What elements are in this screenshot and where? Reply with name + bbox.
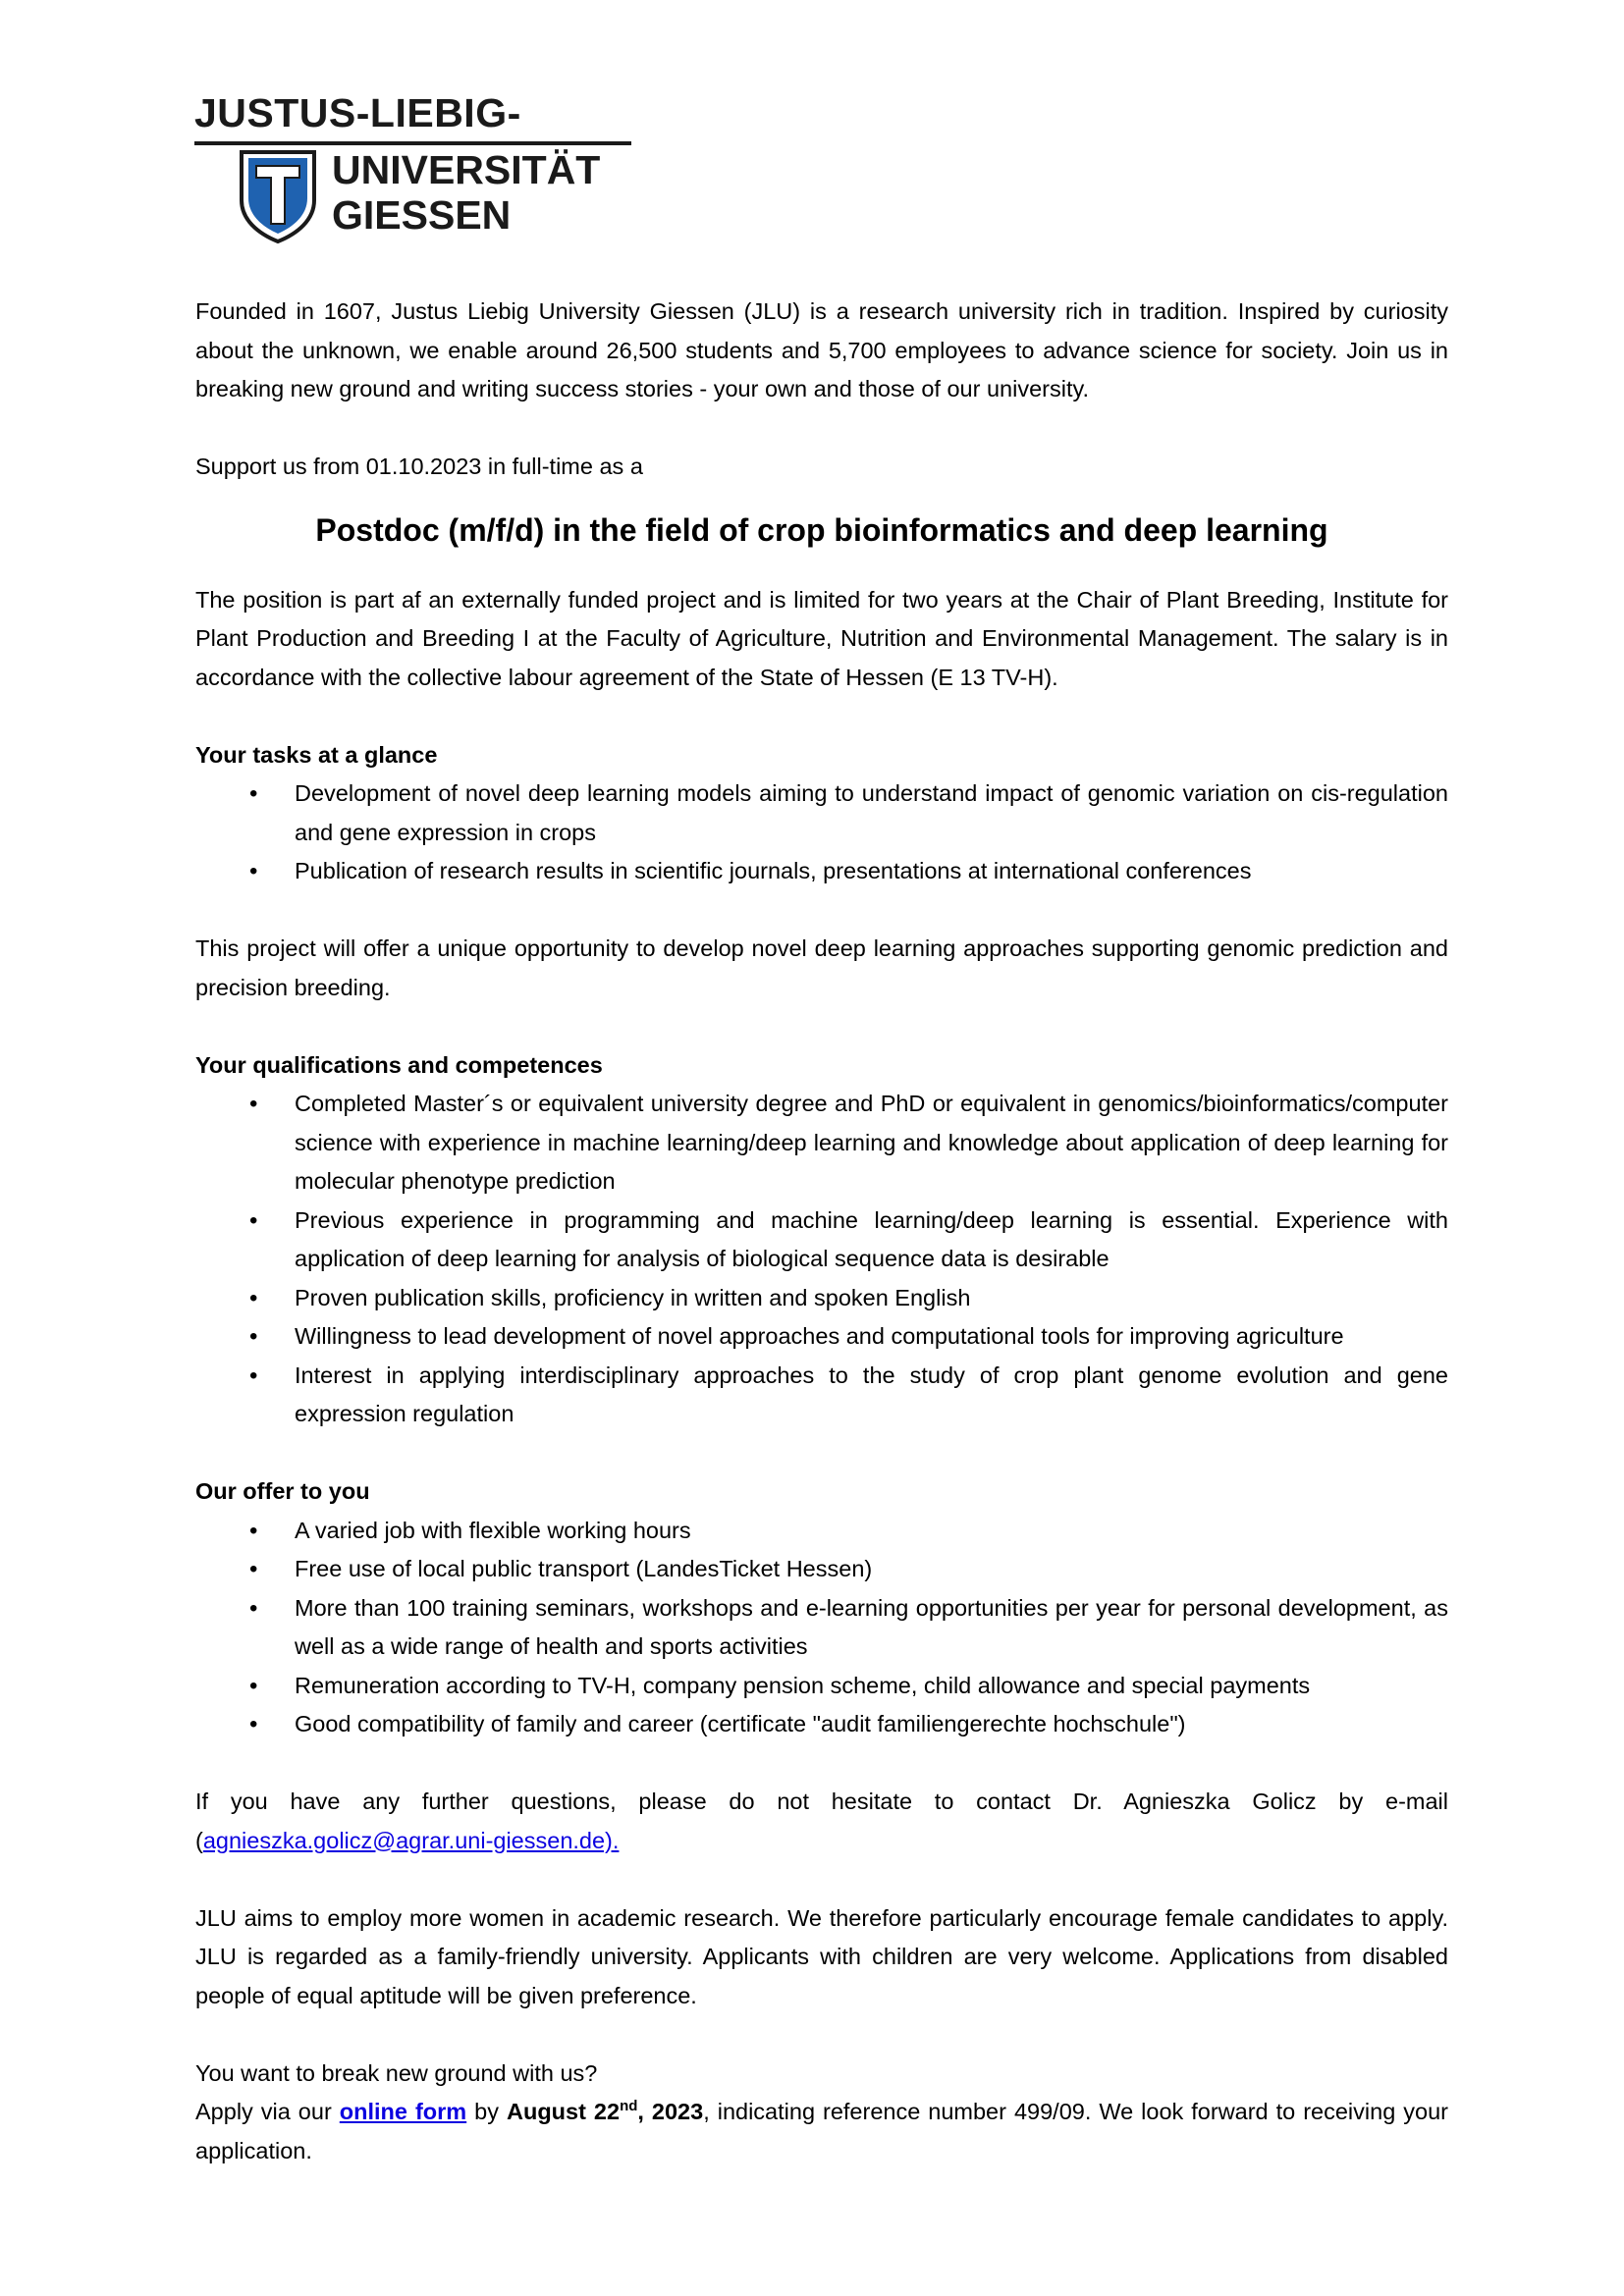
diversity-paragraph: JLU aims to employ more women in academic research. We therefore particularly encourage female candidates to apply. JLU is regarded as a family-friendly university. Applicants with children are very welcome. Applications from disabled people of equal aptitude will be given preference. <box>195 1904 1448 2008</box>
online-form-link[interactable]: online form <box>339 2099 467 2124</box>
list-item: • A varied job with flexible working hours <box>195 1512 1448 1551</box>
logo-text-line2: UNIVERSITÄT <box>332 147 601 192</box>
deadline-day: August 22 <box>507 2099 621 2124</box>
logo-rule <box>194 141 631 145</box>
list-item: • Good compatibility of family and career (certificate "audit familiengerechte hochschule") <box>195 1705 1448 1744</box>
apply-question: You want to break new ground with us? <box>195 2059 598 2086</box>
tasks-list <box>195 774 1448 891</box>
list-item: • Willingness to lead development of novel approaches and computational tools for improving agriculture <box>195 1317 1448 1357</box>
shield-icon <box>239 149 317 244</box>
offer-heading: Our offer to you <box>195 1478 370 1504</box>
logo-text-line1: JUSTUS-LIEBIG- <box>194 90 521 135</box>
contact-paragraph <box>195 1783 1448 1860</box>
list-item: • Completed Master´s or equivalent university degree and PhD or equivalent in genomics/bioinformatics/computer science with experience in machine learning/deep learning and knowledge about application of deep learning for molecular phenotype prediction <box>195 1085 1448 1201</box>
tasks-heading: Your tasks at a glance <box>195 741 438 768</box>
qualifications-heading: Your qualifications and competences <box>195 1051 603 1078</box>
apply-prefix: Apply via our <box>195 2099 340 2124</box>
document-body <box>195 293 1448 2170</box>
university-logo <box>194 90 631 252</box>
contact-text: If you have any further questions, please do not hesitate to contact Dr. Agnieszka Golicz by e-mail ( <box>195 1789 1448 1853</box>
intro-paragraph: Founded in 1607, Justus Liebig University Giessen (JLU) is a research university rich in tradition. Inspired by curiosity about the unknown, we enable around 26,500 students and 5,700 employees to advance science for society. Join us in breaking new ground and writing success stories - your own and those of our university. <box>195 298 1448 401</box>
qualifications-list <box>195 1085 1448 1434</box>
offer-list <box>195 1512 1448 1744</box>
deadline-date <box>507 2099 703 2124</box>
list-item: • Remuneration according to TV-H, company pension scheme, child allowance and special payments <box>195 1667 1448 1706</box>
project-paragraph: This project will offer a unique opportunity to develop novel deep learning approaches supporting genomic prediction and precision breeding. <box>195 935 1448 1000</box>
list-item: • Proven publication skills, proficiency in written and spoken English <box>195 1279 1448 1318</box>
apply-suffix: , indicating reference number 499/09. We look forward to receiving your application. <box>195 2099 1448 2163</box>
contact-email-link[interactable]: agnieszka.golicz@agrar.uni-giessen.de). <box>202 1827 620 1853</box>
logo-text-line3: GIESSEN <box>332 192 512 238</box>
list-item: • Development of novel deep learning models aiming to understand impact of genomic variation on cis-regulation and gene expression in crops <box>195 774 1448 852</box>
support-line: Support us from 01.10.2023 in full-time as a <box>195 454 643 479</box>
deadline-suffix: nd <box>620 2098 638 2115</box>
list-item: • Interest in applying interdisciplinary approaches to the study of crop plant genome evolution and gene expression regulation <box>195 1357 1448 1434</box>
list-item: • Free use of local public transport (LandesTicket Hessen) <box>195 1550 1448 1589</box>
list-item: • More than 100 training seminars, workshops and e-learning opportunities per year for personal development, as well as a wide range of health and sports activities <box>195 1589 1448 1667</box>
apply-by: by <box>466 2099 507 2124</box>
position-paragraph: The position is part af an externally funded project and is limited for two years at the Chair of Plant Breeding, Institute for Plant Production and Breeding I at the Faculty of Agriculture, Nutrition and Environmental Management. The salary is in accordance with the collective labour agreement of the State of Hessen (E 13 TV-H). <box>195 586 1448 690</box>
job-title: Postdoc (m/f/d) in the field of crop bioinformatics and deep learning <box>315 511 1328 548</box>
list-item: • Publication of research results in scientific journals, presentations at international conferences <box>195 852 1448 891</box>
deadline-year: , 2023 <box>637 2099 704 2124</box>
apply-paragraph <box>195 2093 1448 2170</box>
list-item: • Previous experience in programming and machine learning/deep learning is essential. Experience with application of deep learning for analysis of biological sequence data is desirable <box>195 1201 1448 1279</box>
